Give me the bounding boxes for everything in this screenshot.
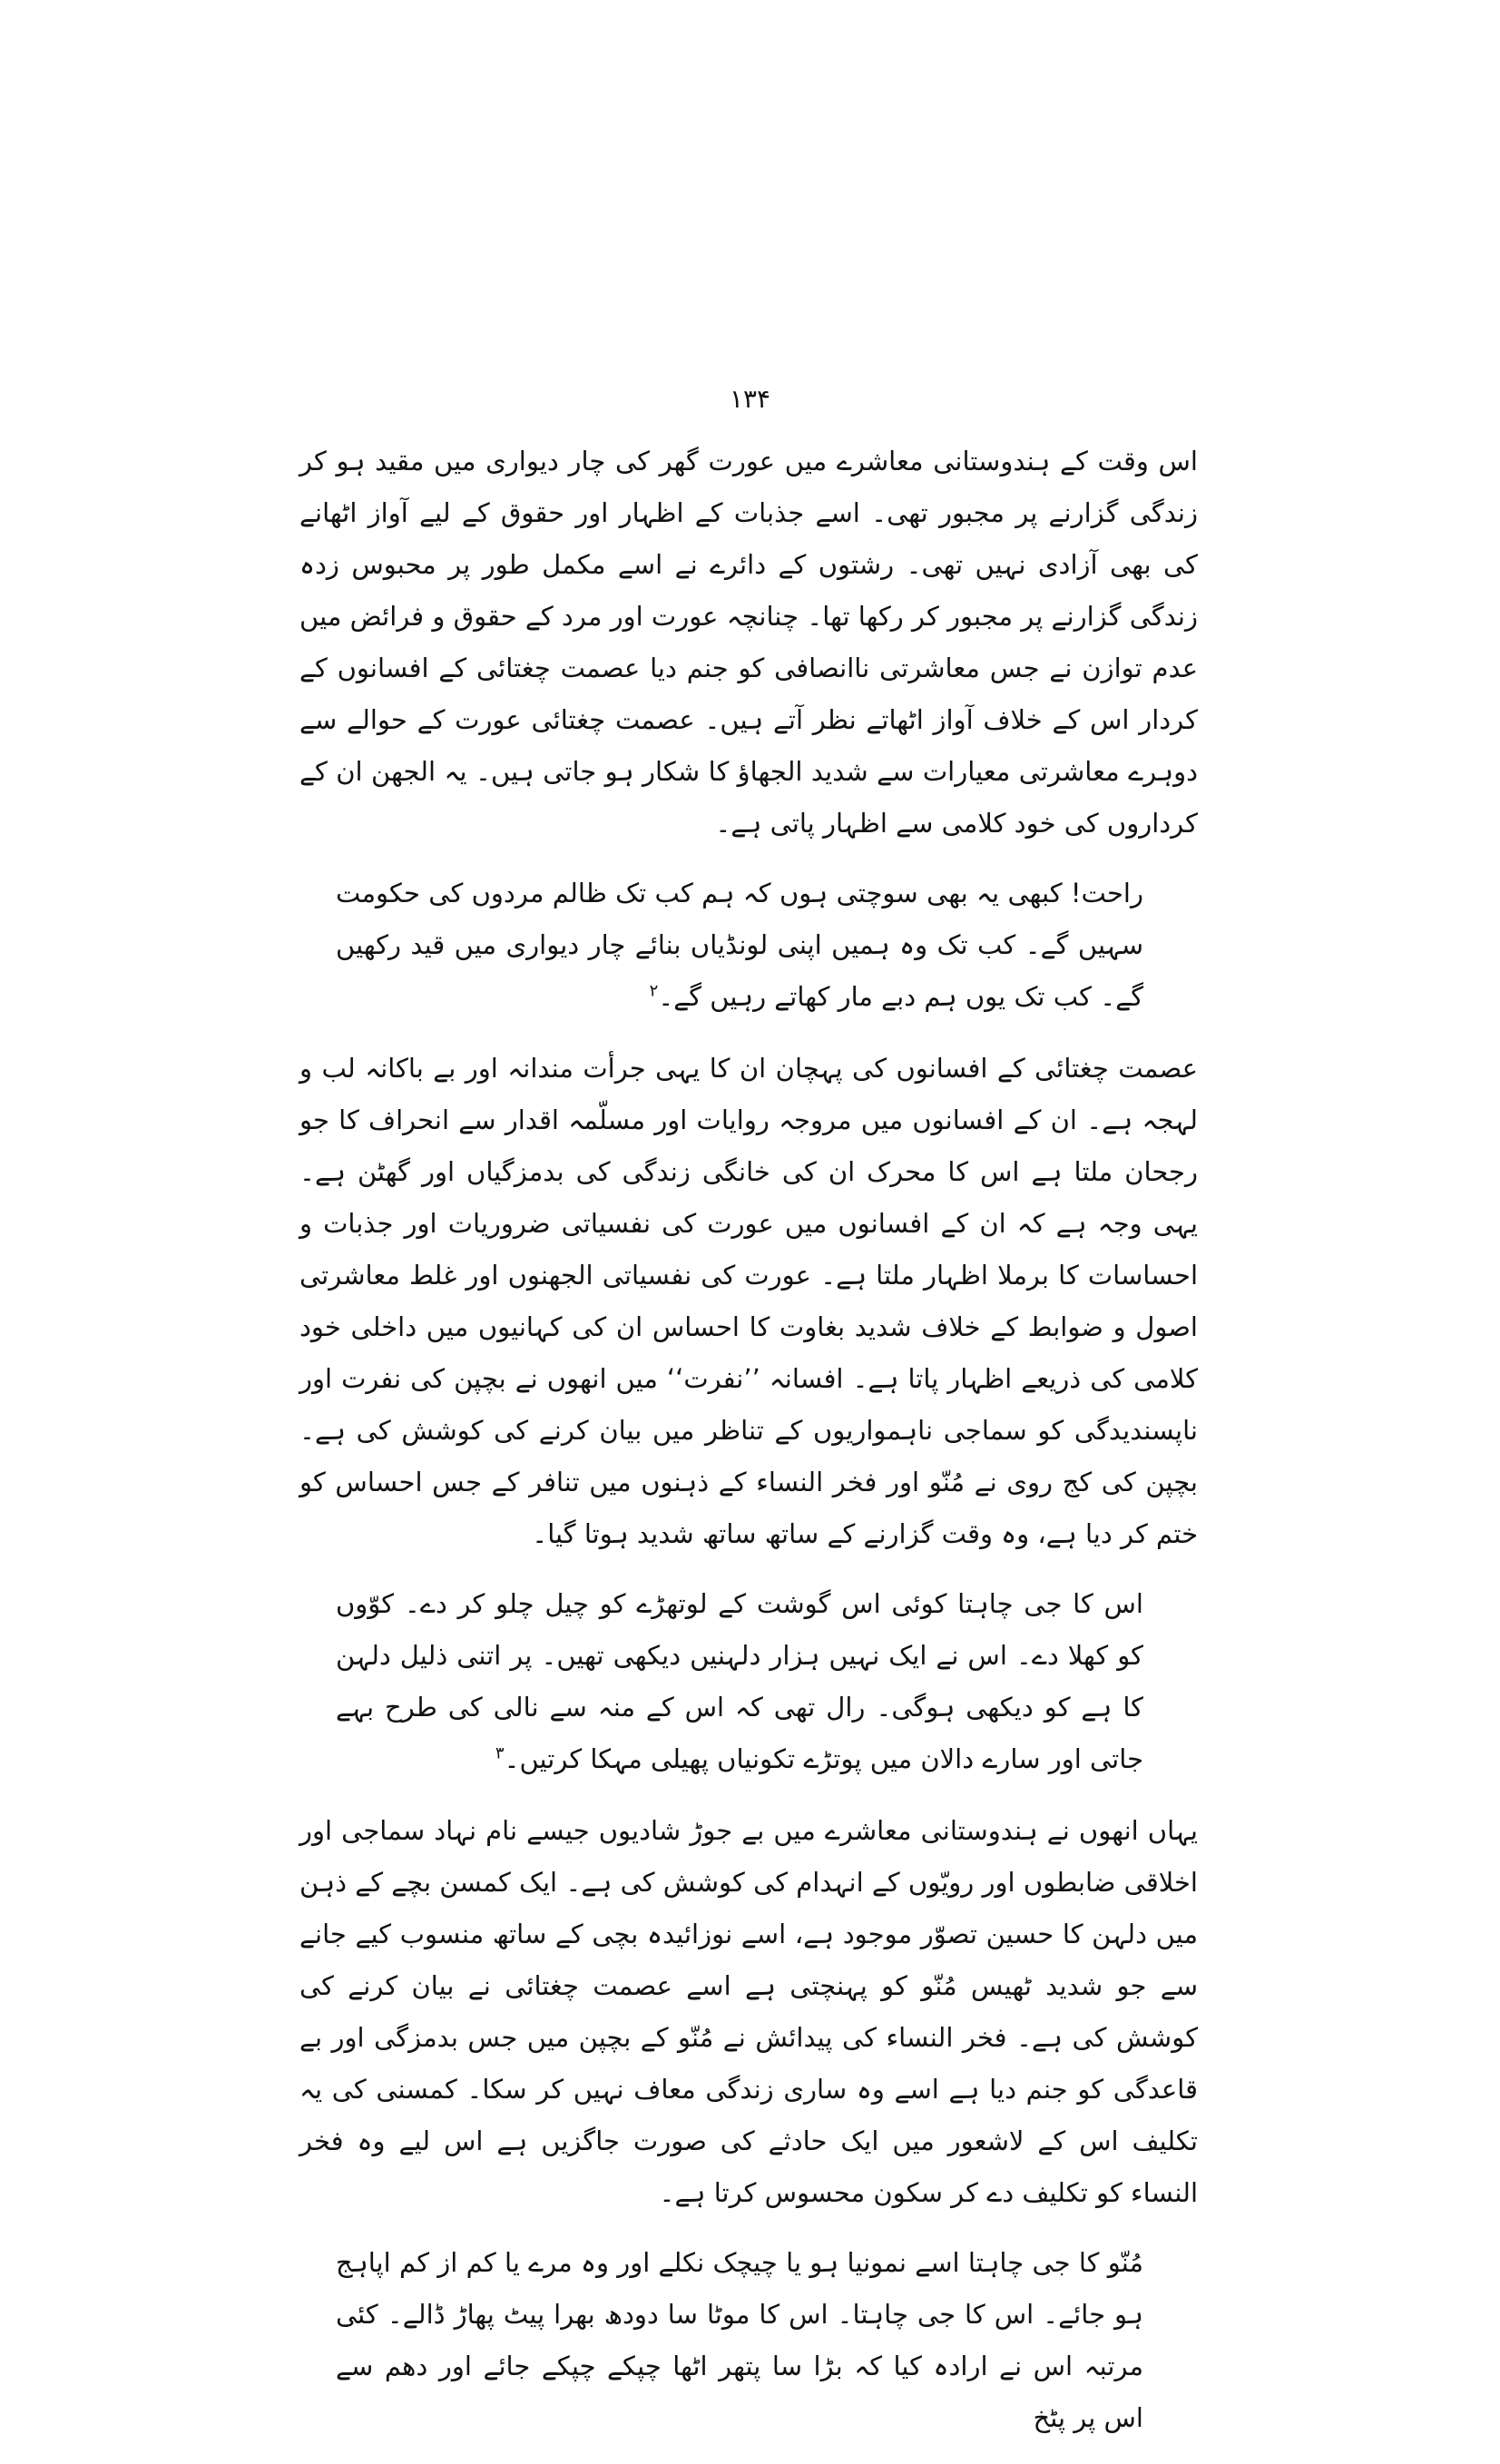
footnote-mark: ۳	[495, 1743, 505, 1763]
quote-text: راحت! کبھی یہ بھی سوچتی ہوں کہ ہم کب تک ظالم مردوں کی حکومت سہیں گے۔ کب تک وہ ہمیں اپنی لونڈیاں بنائے چار دیواری میں قید رکھیں گے۔ کب تک یوں ہم دبے مار کھاتے رہیں گے۔	[336, 878, 1143, 1012]
footnote-mark: ۲	[649, 981, 659, 1001]
paragraph-text: عصمت چغتائی کے افسانوں کی پہچان ان کا یہی جرأت مندانہ اور بے باکانہ لب و لہجہ ہے۔ ان کے افسانوں میں مروجہ روایات اور مسلّمہ اقدار سے انحراف کا جو رجحان ملتا ہے اس کا محرک ان کی خانگی زندگی کی بدمزگیاں اور گھٹن ہے۔ یہی وجہ ہے کہ ان کے افسانوں میں عورت کی نفسیاتی ضروریات اور جذبات و احساسات کا برملا اظہار ملتا ہے۔ عورت کی نفسیاتی الجھنوں اور غلط معاشرتی اصول و ضوابط کے خلاف شدید بغاوت کا احساس ان کی کہانیوں میں داخلی خود کلامی کی ذریعے اظہار پاتا ہے۔ افسانہ ’’نفرت‘‘ میں انھوں نے بچپن کی نفرت اور ناپسندیدگی کو سماجی ناہمواریوں کے تناظر میں بیان کرنے کی کوشش کی ہے۔ بچپن کی کج روی نے مُنّو اور فخر النساء کے ذہنوں میں تنافر کے جس احساس کو ختم کر دیا ہے، وہ وقت گزارنے کے ساتھ ساتھ شدید ہوتا گیا۔	[299, 1053, 1198, 1549]
block-quote	[336, 2237, 1143, 2444]
paragraph	[299, 436, 1198, 849]
block-quote	[336, 1578, 1143, 1785]
quote-text: اس کا جی چاہتا کوئی اس گوشت کے لوتھڑے کو چیل چلو کر دے۔ کوّوں کو کھلا دے۔ اس نے ایک نہیں ہزار دلہنیں دیکھی تھیں۔ پر اتنی ذلیل دلہن کا ہے کو دیکھی ہوگی۔ رال تھی کہ اس کے منہ سے نالی کی طرح بہے جاتی اور سارے دالان میں پوتڑے تکونیاں پھیلی مہکا کرتیں۔	[336, 1588, 1143, 1774]
paragraph-text: اس وقت کے ہندوستانی معاشرے میں عورت گھر کی چار دیواری میں مقید ہو کر زندگی گزارنے پر مجبور تھی۔ اسے جذبات کے اظہار اور حقوق کے لیے آواز اٹھانے کی بھی آزادی نہیں تھی۔ رشتوں کے دائرے نے اسے مکمل طور پر محبوس زدہ زندگی گزارنے پر مجبور کر رکھا تھا۔ چنانچہ عورت اور مرد کے حقوق و فرائض میں عدم توازن نے جس معاشرتی ناانصافی کو جنم دیا عصمت چغتائی کے افسانوں کے کردار اس کے خلاف آواز اٹھاتے نظر آتے ہیں۔ عصمت چغتائی عورت کے حوالے سے دوہرے معاشرتی معیارات سے شدید الجھاؤ کا شکار ہو جاتی ہیں۔ یہ الجھن ان کے کرداروں کی خود کلامی سے اظہار پاتی ہے۔	[299, 446, 1198, 839]
page-number: ۱۳۴	[729, 384, 771, 414]
block-quote	[336, 868, 1143, 1023]
paragraph-text: یہاں انھوں نے ہندوستانی معاشرے میں بے جوڑ شادیوں جیسے نام نہاد سماجی اور اخلاقی ضابطوں اور رویّوں کے انہدام کی کوشش کی ہے۔ ایک کمسن بچے کے ذہن میں دلہن کا حسین تصوّر موجود ہے، اسے نوزائیدہ بچی کے ساتھ منسوب کیے جانے سے جو شدید ٹھیس مُنّو کو پہنچتی ہے اسے عصمت چغتائی نے بیان کرنے کی کوشش کی ہے۔ فخر النساء کی پیدائش نے مُنّو کے بچپن میں جس بدمزگی اور بے قاعدگی کو جنم دیا ہے اسے وہ ساری زندگی معاف نہیں کر سکا۔ کمسنی کی یہ تکلیف اس کے لاشعور میں ایک حادثے کی صورت جاگزیں ہے اس لیے وہ فخر النساء کو تکلیف دے کر سکون محسوس کرتا ہے۔	[299, 1815, 1198, 2208]
page-body	[299, 436, 1198, 2464]
quote-text: مُنّو کا جی چاہتا اسے نمونیا ہو یا چیچک نکلے اور وہ مرے یا کم از کم اپاہج ہو جائے۔ اس کا جی چاہتا۔ اس کا موٹا سا دودھ بھرا پیٹ پھاڑ ڈالے۔ کئی مرتبہ اس نے ارادہ کیا کہ بڑا سا پتھر اٹھا چپکے چپکے جائے اور دھم سے اس پر پٹخ	[336, 2247, 1143, 2433]
paragraph	[299, 1043, 1198, 1560]
paragraph	[299, 1805, 1198, 2219]
